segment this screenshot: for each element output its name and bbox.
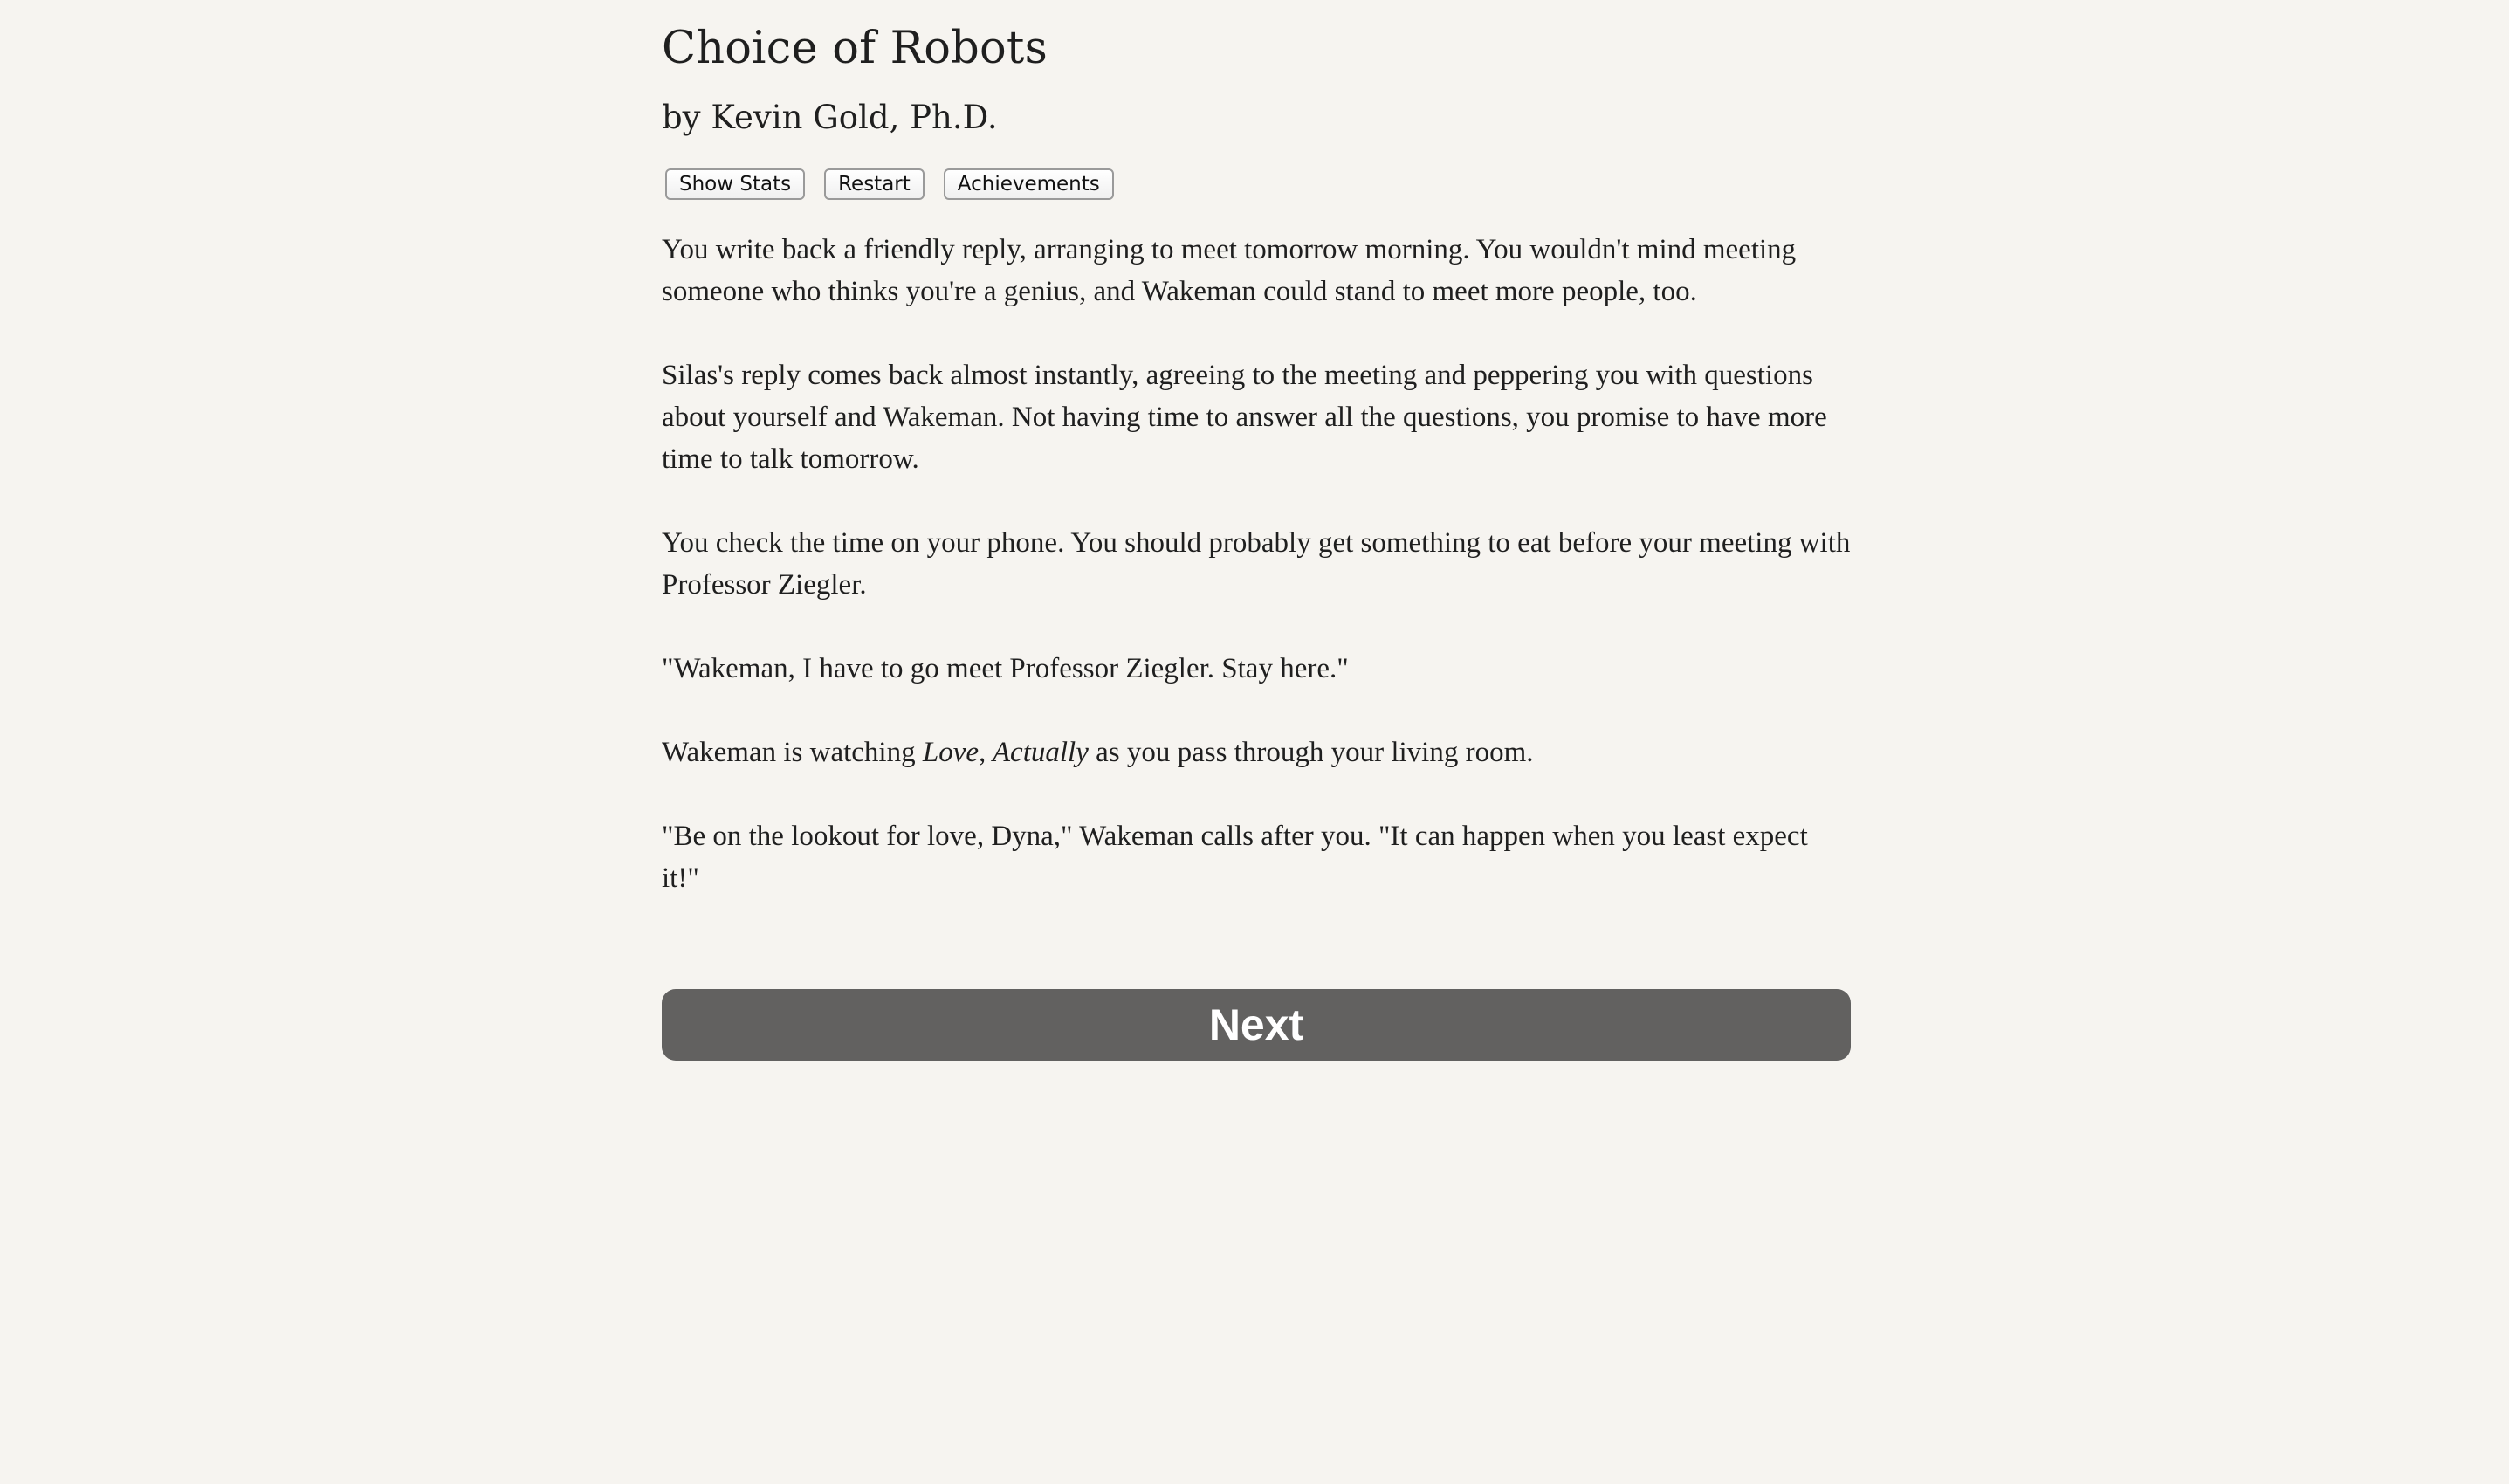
next-button[interactable]: Next [662, 989, 1851, 1061]
story-paragraph [662, 732, 1851, 773]
story-text-segment: Wakeman is watching [662, 737, 923, 768]
story-text [662, 229, 1851, 941]
story-paragraph: "Wakeman, I have to go meet Professor Ziegler. Stay here." [662, 653, 1349, 684]
game-title: Choice of Robots [662, 23, 1048, 74]
achievements-button[interactable]: Achievements [944, 168, 1114, 200]
movie-title: Love, Actually [922, 737, 1089, 768]
restart-button[interactable]: Restart [824, 168, 925, 200]
story-paragraph: "Be on the lookout for love, Dyna," Wakeman calls after you. "It can happen when you least expect it!" [662, 821, 1808, 894]
story-paragraph: Silas's reply comes back almost instantly, agreeing to the meeting and peppering you with questions about yourself and Wakeman. Not having time to answer all the questions, you promise to have more time to talk tomorrow. [662, 360, 1827, 475]
toolbar [665, 168, 1114, 200]
story-paragraph: You check the time on your phone. You should probably get something to eat before your meeting with Professor Ziegler. [662, 527, 1851, 601]
show-stats-button[interactable]: Show Stats [665, 168, 805, 200]
story-paragraph: You write back a friendly reply, arranging to meet tomorrow morning. You wouldn't mind meeting someone who thinks you're a genius, and Wakeman could stand to meet more people, too. [662, 234, 1797, 307]
story-text-segment: as you pass through your living room. [1088, 737, 1534, 768]
author-byline: by Kevin Gold, Ph.D. [662, 99, 998, 136]
